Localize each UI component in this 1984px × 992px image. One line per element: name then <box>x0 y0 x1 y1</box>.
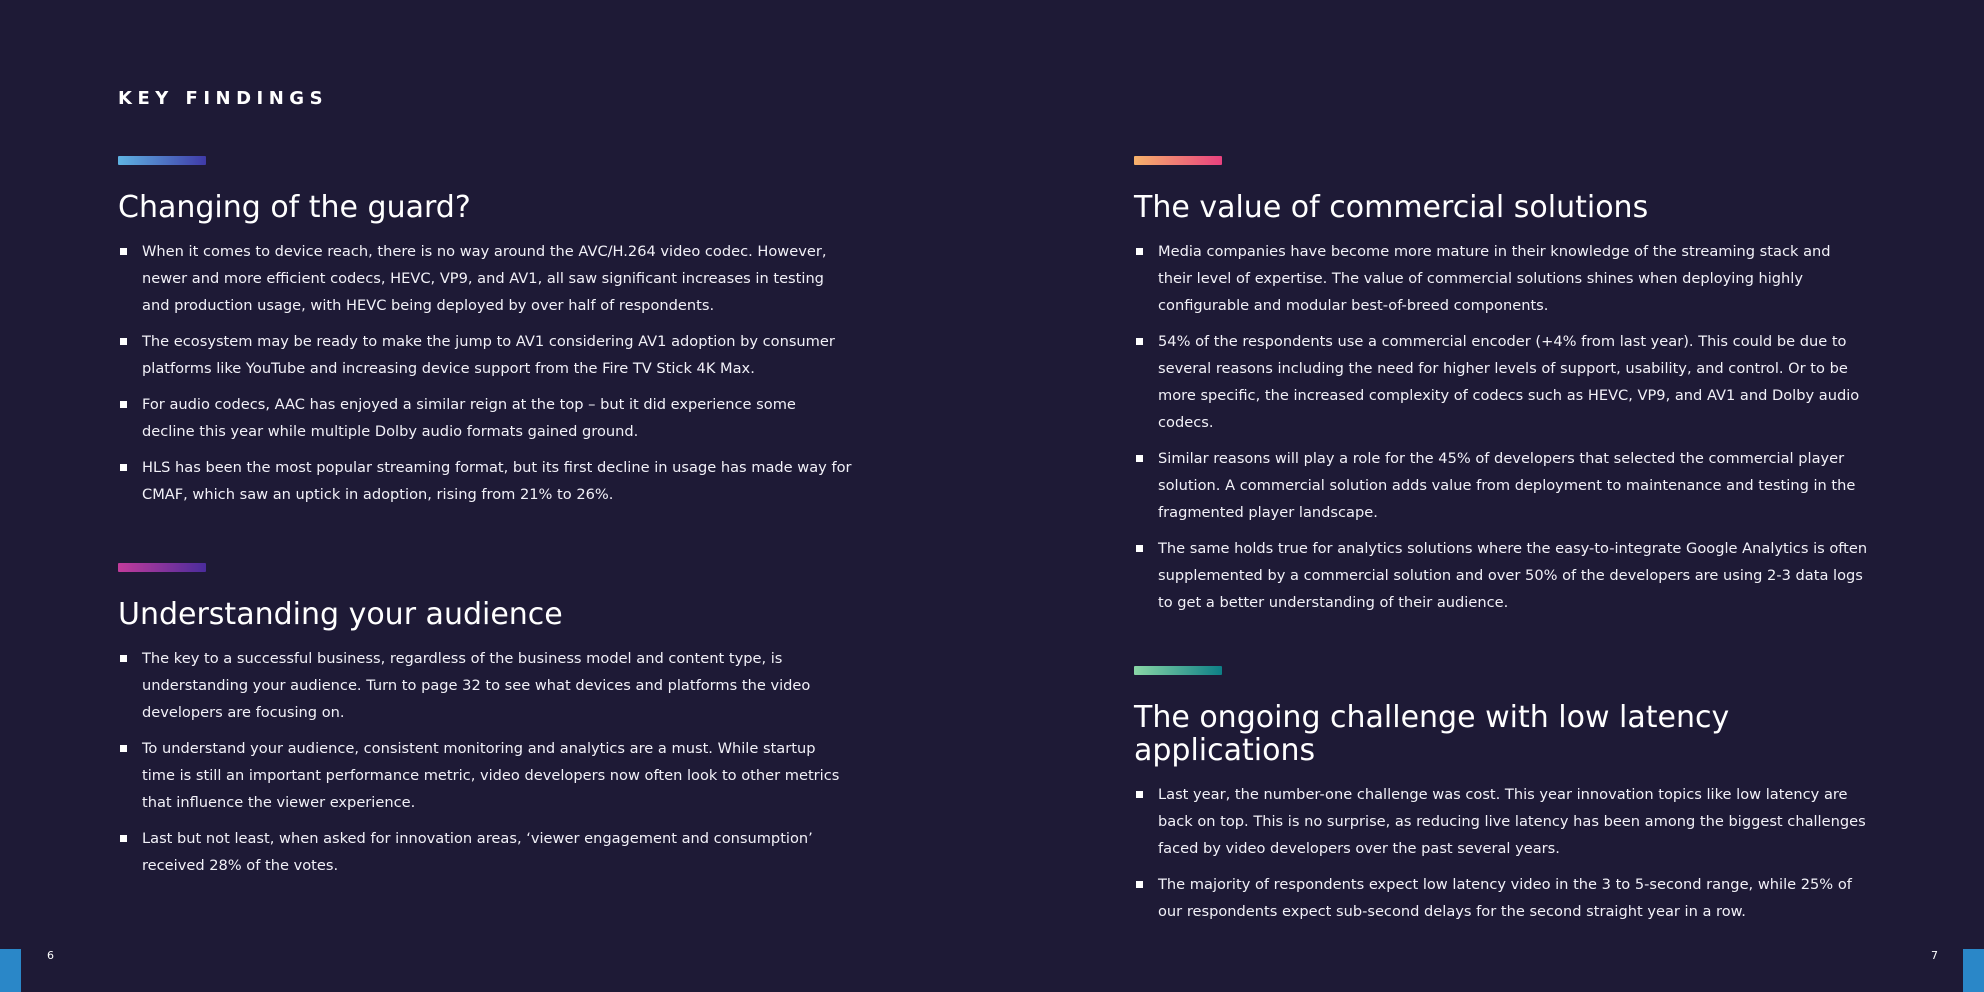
list-item: To understand your audience, consistent monitoring and analytics are a must. While startup time is still an important performance metric, video developers now often look to other metrics that influence the viewer experience. <box>118 735 853 816</box>
page-number-left: 6 <box>47 949 54 962</box>
section-title: The value of commercial solutions <box>1134 190 1649 225</box>
bullet-list <box>118 645 853 879</box>
list-item: HLS has been the most popular streaming format, but its first decline in usage has made way for CMAF, which saw an uptick in adoption, rising from 21% to 26%. <box>118 454 853 508</box>
list-item: Media companies have become more mature in their knowledge of the streaming stack and their level of expertise. The value of commercial solutions shines when deploying highly configurable and modular best-of-breed components. <box>1134 238 1869 319</box>
section-understanding-your-audience <box>118 563 853 888</box>
section-eyebrow: KEY FINDINGS <box>118 88 329 109</box>
section-low-latency-challenge <box>1134 666 1869 934</box>
list-item: The key to a successful business, regardless of the business model and content type, is understanding your audience. Turn to page 32 to see what devices and platforms the video developers are focusing on. <box>118 645 853 726</box>
list-item: The same holds true for analytics solutions where the easy-to-integrate Google Analytics is often supplemented by a commercial solution and over 50% of the developers are using 2-3 data logs to get a better understanding of their audience. <box>1134 535 1869 616</box>
section-changing-of-the-guard <box>118 156 853 517</box>
section-value-of-commercial-solutions <box>1134 156 1869 625</box>
section-title: Understanding your audience <box>118 597 563 632</box>
left-edge-tab <box>0 949 21 992</box>
bullet-list <box>1134 781 1869 925</box>
list-item: Similar reasons will play a role for the 45% of developers that selected the commercial player solution. A commercial solution adds value from deployment to maintenance and testing in the fragmented player landscape. <box>1134 445 1869 526</box>
bullet-list <box>1134 238 1869 616</box>
list-item: When it comes to device reach, there is no way around the AVC/H.264 video codec. However, newer and more efficient codecs, HEVC, VP9, and AV1, all saw significant increases in testing and production usage, with HEVC being deployed by over half of respondents. <box>118 238 853 319</box>
list-item: The ecosystem may be ready to make the jump to AV1 considering AV1 adoption by consumer platforms like YouTube and increasing device support from the Fire TV Stick 4K Max. <box>118 328 853 382</box>
accent-bar <box>1134 156 1222 165</box>
page-number-right: 7 <box>1931 949 1938 962</box>
accent-bar <box>118 563 206 572</box>
accent-bar <box>118 156 206 165</box>
list-item: For audio codecs, AAC has enjoyed a similar reign at the top – but it did experience some decline this year while multiple Dolby audio formats gained ground. <box>118 391 853 445</box>
bullet-list <box>118 238 853 508</box>
list-item: Last but not least, when asked for innovation areas, ‘viewer engagement and consumption’ received 28% of the votes. <box>118 825 853 879</box>
section-title: Changing of the guard? <box>118 190 471 225</box>
list-item: 54% of the respondents use a commercial encoder (+4% from last year). This could be due to several reasons including the need for higher levels of support, usability, and control. Or to be more specific, the increased complexity of codecs such as HEVC, VP9, and AV1 and Dolby audio codecs. <box>1134 328 1869 436</box>
right-edge-tab <box>1963 949 1984 992</box>
section-title: The ongoing challenge with low latency applications <box>1134 700 1730 768</box>
list-item: The majority of respondents expect low latency video in the 3 to 5-second range, while 25% of our respondents expect sub-second delays for the second straight year in a row. <box>1134 871 1869 925</box>
accent-bar <box>1134 666 1222 675</box>
list-item: Last year, the number-one challenge was cost. This year innovation topics like low latency are back on top. This is no surprise, as reducing live latency has been among the biggest challenges faced by video developers over the past several years. <box>1134 781 1869 862</box>
